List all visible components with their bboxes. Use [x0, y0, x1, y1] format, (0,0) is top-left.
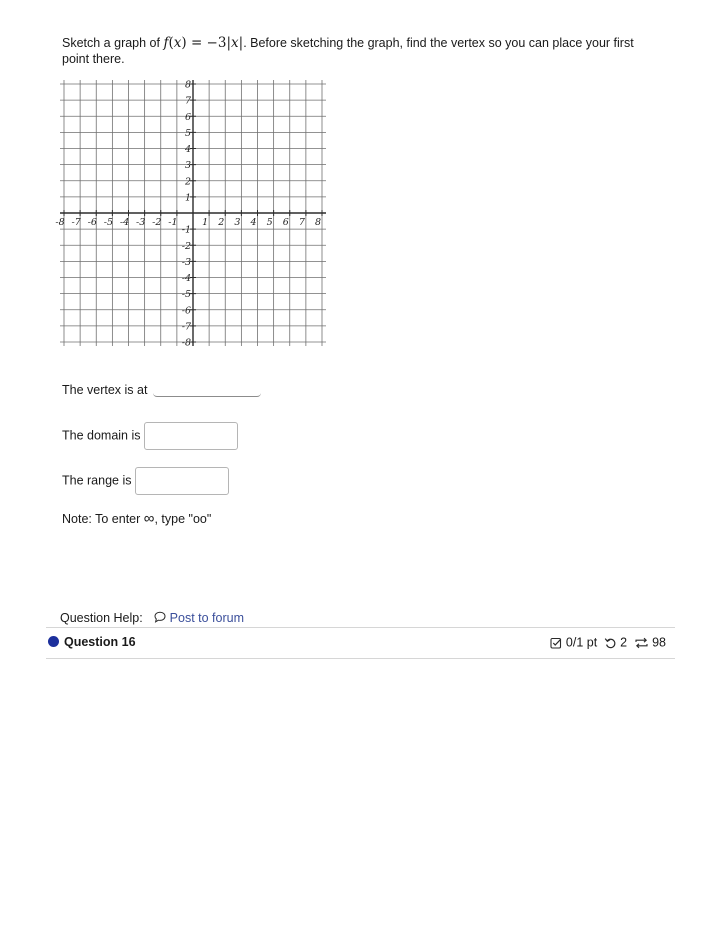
retry-icon — [604, 637, 617, 649]
question-title: Question 16 — [64, 635, 136, 649]
x-tick-label: 4 — [250, 217, 257, 228]
infinity-symbol: ∞ — [143, 510, 155, 527]
y-tick-label: -6 — [181, 305, 191, 317]
retries-value: 2 — [620, 635, 628, 650]
x-tick-label: 3 — [234, 217, 241, 228]
x-tick-label: -3 — [135, 217, 146, 228]
range-row — [62, 467, 229, 495]
x-tick-label: -2 — [152, 217, 162, 228]
score-value: 0/1 pt — [565, 635, 598, 650]
question-prompt — [62, 35, 662, 67]
formula: f(x) = −3|x| — [163, 35, 244, 51]
y-tick-label: 7 — [184, 95, 191, 107]
question-stats — [550, 635, 666, 650]
post-to-forum-label: Post to forum — [169, 611, 244, 625]
formula-eq: = −3| — [190, 35, 231, 51]
domain-label: The domain is — [62, 428, 141, 443]
y-tick-label: 5 — [184, 127, 191, 139]
checkbox-icon — [550, 637, 562, 649]
x-tick-label: 7 — [298, 217, 305, 228]
y-tick-label: -5 — [181, 289, 191, 301]
speech-bubble-icon — [154, 611, 166, 623]
range-label: The range is — [62, 473, 132, 488]
domain-answer-input[interactable] — [144, 422, 238, 450]
y-tick-label: 3 — [184, 160, 191, 172]
y-tick-label: -1 — [181, 224, 191, 236]
y-tick-label: 8 — [184, 79, 191, 91]
formula-x: x — [173, 35, 182, 51]
formula-f: f — [163, 35, 169, 51]
question-help — [60, 611, 675, 627]
y-tick-label: -3 — [181, 256, 191, 268]
x-tick-label: -8 — [55, 217, 65, 228]
question-prefix: Sketch a graph of — [62, 36, 164, 50]
x-tick-label: 5 — [266, 217, 273, 228]
y-tick-label: 1 — [184, 192, 191, 204]
y-tick-label: 4 — [184, 144, 191, 155]
post-to-forum-link[interactable] — [154, 611, 244, 625]
question-status-dot — [48, 636, 59, 647]
x-tick-label: -6 — [87, 217, 97, 228]
formula-x2: x — [231, 35, 239, 51]
formula-close: | — [238, 35, 244, 51]
vertex-label: The vertex is at — [62, 383, 148, 397]
question-help-label: Question Help: — [60, 611, 143, 625]
range-answer-input[interactable] — [135, 467, 229, 495]
x-tick-label: 2 — [218, 217, 225, 228]
y-tick-label: -8 — [181, 337, 191, 349]
divider-top — [46, 627, 675, 628]
vertex-answer-input[interactable] — [153, 384, 261, 397]
x-tick-label: 6 — [282, 217, 289, 228]
domain-row — [62, 422, 238, 450]
axes — [60, 80, 326, 346]
attempts-value: 98 — [652, 635, 666, 650]
x-tick-label: -1 — [168, 217, 178, 228]
x-tick-label: 1 — [202, 217, 209, 228]
attempts-icon — [634, 637, 649, 649]
y-tick-label: -4 — [181, 273, 191, 284]
divider-bottom — [46, 658, 675, 659]
question-nav-row[interactable] — [48, 634, 668, 652]
y-tick-label: -2 — [181, 240, 191, 252]
question-suffix: . Before sketching the graph, find the vertex so you can place your first point there. — [62, 36, 634, 66]
note-text — [62, 510, 211, 527]
y-tick-label: 6 — [184, 111, 191, 123]
tick-labels — [55, 80, 321, 349]
x-tick-label: 8 — [314, 217, 322, 228]
note-prefix: Note: To enter — [62, 512, 144, 526]
x-tick-label: -7 — [71, 217, 81, 228]
y-tick-label: -7 — [181, 321, 191, 333]
vertex-row — [62, 383, 261, 397]
y-tick-label: 2 — [184, 176, 191, 188]
x-tick-label: -4 — [119, 217, 130, 228]
x-tick-label: -5 — [103, 217, 114, 228]
note-suffix: , type "oo" — [154, 512, 212, 526]
graph-canvas[interactable] — [55, 78, 328, 349]
